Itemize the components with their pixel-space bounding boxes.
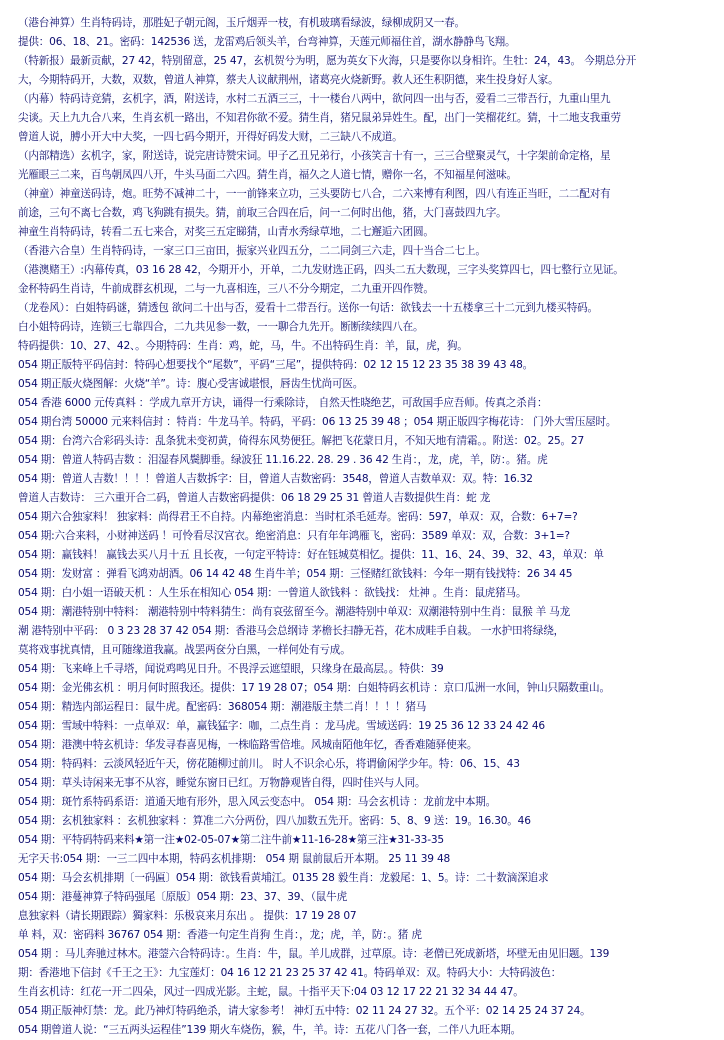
text-line: （特新报）最新贡献，27 42，特别留意，25 47，玄机贺兮为明，愿为英女下火海，只是要你以身相许。生牡：24，43。 今期总分开 <box>18 55 637 67</box>
text-line: 054 期：金光佛玄机 ：明月何时照我还。提供：17 19 28 07；054 期：白姐特码玄机诗 ：京口瓜洲一水间，钟山只隔数重山。 <box>18 682 610 694</box>
text-line: 莫将戏事扰真情，且可随缘道我赢。战罢两奁分白黑，一样何处有亏成。 <box>18 644 351 656</box>
text-line: 大，今期特码开，大数，双数，曾道人神算，蔡夫人议献荆州，诸葛亮火烧新野。救人还生积阴德，来生投身好人家。 <box>18 74 559 86</box>
text-line: 054 期六合独家料！ 独家料：尚得君王不自持。内幕绝密消息：当时杠杀毛延寿。密码：597，单双：双，合数：6+7=? <box>18 511 578 523</box>
text-line: 白小姐特码诗，连锁三七靠四合，二九共见参一数，一一聊合九先开。断断续续四八在。 <box>18 321 424 333</box>
text-line: 无字天书:054 期：一三二四中本期，特码玄机排期： 054 期 鼠前鼠后开本期。 25 11 39 48 <box>18 853 451 865</box>
text-line: 054 期：草头诗闲来无事不从容，睡觉东窗日已红。万物静观皆自得，四时佳兴与人同。 <box>18 777 426 789</box>
text-line: （港台神算）生肖特码诗，那胜妃子朝元阁，玉斤烟弄一枝，有机玻璃看绿波，绿柳成阴又一春。 <box>18 17 465 29</box>
text-line: 曾道人说，膊小开大中大奖，一四七码今期开，开得好码发大财，二三缺八不成道。 <box>18 131 403 143</box>
text-line: 生肖玄机诗：红花一开二四朵，风过一四成光影。主蛇，鼠。十指平天下:04 03 12 17 22 21 32 34 44 47。 <box>18 986 524 998</box>
text-line: 054 期：马会玄机排期〔一码匾〕054 期：欲钱看黄埔江。0135 28 毅生肖：龙毅尾：1、5。诗：二十数滴深追求 <box>18 872 549 884</box>
text-line: （香港六合皇）生肖特码诗，一家三口三亩田，振家兴业四五分，二二同剑三六走，四十当合二七上。 <box>18 245 486 257</box>
text-line: 特码提供：10、27、42、。今期特码：生肖：鸡，蛇，马，牛。不出特码生肖：羊，鼠，虎，狗。 <box>18 340 468 352</box>
text-line: 光雁眼三二来，百鸟朝凤四八开，牛头马面二六四。猜生肖，福久之人道七情，赠你一名，不知福星何滋味。 <box>18 169 517 181</box>
text-line: 曾道人吉数诗： 三六重开合二码，曾道人吉数密码提供：06 18 29 25 31 曾道人吉数提供生肖：蛇 龙 <box>18 492 491 504</box>
text-line: 金杯特码生肖诗，牛前成群玄机现，二与一九喜相连，三八不分今期定，二九重开四作赞。 <box>18 283 434 295</box>
text-line: 单 料，双：密码料 36767 054 期：香港一句定生肖狗 生肖：，龙；虎，羊，防：。猪 虎 <box>18 929 422 941</box>
text-line: 054 期：平特码特码来料★第一注★02-05-07★第二注牛前★11-16-28★第三注★31-33-35 <box>18 834 444 846</box>
text-line: 054 期：白小姐一语破天机 ：人生乐在相知心 054 期：一曾道人欲钱料 ：欲钱找： 灶神 。生肖：鼠虎猪马。 <box>18 587 527 599</box>
text-line: 潮 港特别中平码： 0 3 23 28 37 42 054 期：香港马会总纲诗 茅檐长扫静无苔，花木成畦手自栽。 一水护田将绿绕， <box>18 625 565 637</box>
text-line: 前途，三句不离七合数，鸡飞狗跳有损失。猜，前取三合四在后，问一二何时出他，猪，大门喜鼓四九字。 <box>18 207 507 219</box>
text-line: 054 期台湾 50000 元来料信封 ：特肖：牛龙马羊。特码，平码：06 13 25 39 48 ；054 期正版四字梅花诗： 门外大雪压屋时。 <box>18 416 617 428</box>
text-line: 054 期：港澳中特玄机诗：华发寻春喜见梅，一株临路雪倍堆。风城南陌他年忆，香香难随驿使来。 <box>18 739 478 751</box>
text-line: （龙卷风）：白姐特码谜，猜透包 欲问二十出与否，爱看十二带吾行。送你一句话：欲钱去一十五楼拿三十二元到九楼买特码。 <box>18 302 598 314</box>
text-line: 054 期:六合来料，小财神送码 ！可怜看尽汉宫衣。绝密消息：只有年年鸿雁飞，密码：3589 单双：双，合数：3+1=? <box>18 530 570 542</box>
text-line: 054 期：精选内部运程日：鼠牛虎。配密码：368054 期：潮港版主禁二肖！！！！猪马 <box>18 701 427 713</box>
text-line: 054 期曾道人说：“三五两头运程佳”139 期火车烧伤，猴，牛，羊。诗：五花八门各一套，二伴八九旺本期。 <box>18 1024 522 1036</box>
text-line: 神童生肖特码诗，转看二五七来合，对奖三五定睇猜，山青水秀绿草地，二七邂逅六团圆。 <box>18 226 434 238</box>
text-line: 054 期：赢钱料！ 赢钱去买八月十五 且长夜，一句定平特诗：好在钰城莫相忆。提供：11、16、24、39、32、43，单双：单 <box>18 549 604 561</box>
text-line: 054 期：发财富 ：弹看飞鸿劝胡酒。06 14 42 48 生肖牛羊；054 期：三怪赌红欲钱料：今年一期有钱找特：26 34 45 <box>18 568 573 580</box>
text-line: 提供：06、18、21。密码：142536 送，龙雷鸡后领头羊，台弯神算，天莲元师福住首，湖水静静鸟飞翔。 <box>18 36 516 48</box>
text-line: 054 期：玄机独家料 ：玄机独家料 ：算准二六分两份，四八加数五先开。密码：5、8、9 送：19。16.30。46 <box>18 815 531 827</box>
text-line: （神童）神童送码诗，炮。旺势不减神二十，一一前锋来立功，三头要防七八合，二六来博有利图，四八有连正当旺，二二配对有 <box>18 188 611 200</box>
text-line: 054 期：曾道人特码吉数 ：泪湿春风鬓脚垂。绿波狂 11.16.22. 28. 29 . 36 42 生肖：，龙，虎，羊，防：。猪。虎 <box>18 454 548 466</box>
text-line: 054 香港 6000 元传真料 ：学成九章开方诀，诵得一行乘除诗， 自然天性晓绝艺，可敌国手应吾师。传真之杀肖： <box>18 397 548 409</box>
text-line: 054 期正版火烧图解：火烧“羊”。诗：腹心受害诚堪恨，唇齿生忧尚可医。 <box>18 378 364 390</box>
text-line: 尖谈。天上九九合八来，生肖玄机一路出，不知君你欲不爱。猜生肖，猪兄鼠弟异姓生。配，出门一笑榴花红。猜，十二地支我重劳 <box>18 112 621 124</box>
text-line: 054 期：曾道人吉数！！！！曾道人吉数拆字：目，曾道人吉数密码：3548，曾道人吉数单双：双。特：16.32 <box>18 473 533 485</box>
text-line: 054 期：潮港特别中特料： 潮港特别中特料猜生：尚有哀弦留至今。潮港特别中单双：双潮港特别中生肖：鼠猴 羊 马龙 <box>18 606 570 618</box>
text-line: 054 期：台湾六合彩码头诗：乱条犹未变初黄，倚得东风势便狂。解把飞花蒙日月，不知天地有清霜。。附送：02。25。27 <box>18 435 585 447</box>
text-line: 054 期：特码料：云淡风轻近午天，傍花随柳过前川。 时人不识余心乐，将谓偷闲学少年。特：06、15、43 <box>18 758 520 770</box>
text-line: 054 期：雪域中特料：一点单双：单，赢钱猛字：咖，二点生肖 ：龙马虎。雪域送码：19 25 36 12 33 24 42 46 <box>18 720 545 732</box>
text-line: 054 期正版特平码信封：特码心想要找个“尾数”，平码“三尾”，提供特码：02 12 15 12 23 35 38 39 43 48。 <box>18 359 534 371</box>
text-line: 054 期 ：马儿奔驰过林木。港蓥六合特码诗：。生肖：牛，鼠。羊儿成群，过草原。诗：老僧已死成新塔，坏壁无由见旧题。139 <box>18 948 610 960</box>
text-line: 054 期：飞来峰上千寻塔，闻说鸡鸣见日升。不畏浮云遮望眼，只缘身在最高层。。特供：39 <box>18 663 444 675</box>
text-line: 息独家料（请长期跟踪）獨家料：乐极哀来月东出 。 提供：17 19 28 07 <box>18 910 357 922</box>
text-line: （内幕）特码诗竞猜，玄机字，酒，附送诗，水村二五酒三三，十一楼台八两中，欲问四一出与否，爱看二三带吾行，九重山里九 <box>18 93 611 105</box>
text-line: （港澳赌王）:内幕传真，03 16 28 42，今期开小，开单，二九发财选正码，四头二五大数现，三字头奖算四七，四七整行立见证。 <box>18 264 624 276</box>
text-line: 054 期：斑竹系特码系语：道通天地有形外，思入风云变态中。 054 期：马会玄机诗 ：龙前龙中本期。 <box>18 796 497 808</box>
text-line: 054 期：港蔓神算子特码强尾〔原版〕054 期：23、37、39、（鼠牛虎 <box>18 891 347 903</box>
text-line: 054 期正版神灯禁：龙。此乃神灯特码绝杀，请大家参考！ 神灯五中特：02 11 24 27 32。五个平：02 14 25 24 37 24。 <box>18 1005 591 1017</box>
text-line: （内部精选）玄机字，家，附送诗，说完唐诗赞宋词。甲子乙丑兄弟行，小孩笑言十有一，三三合壁聚灵气，十字架前命定格，星 <box>18 150 611 162</box>
text-line: 期：香港地下信封《千王之王》：九宝莲灯：04 16 12 21 23 25 37 42 41。特码单双：双。特码大小：大特码波色： <box>18 967 562 979</box>
